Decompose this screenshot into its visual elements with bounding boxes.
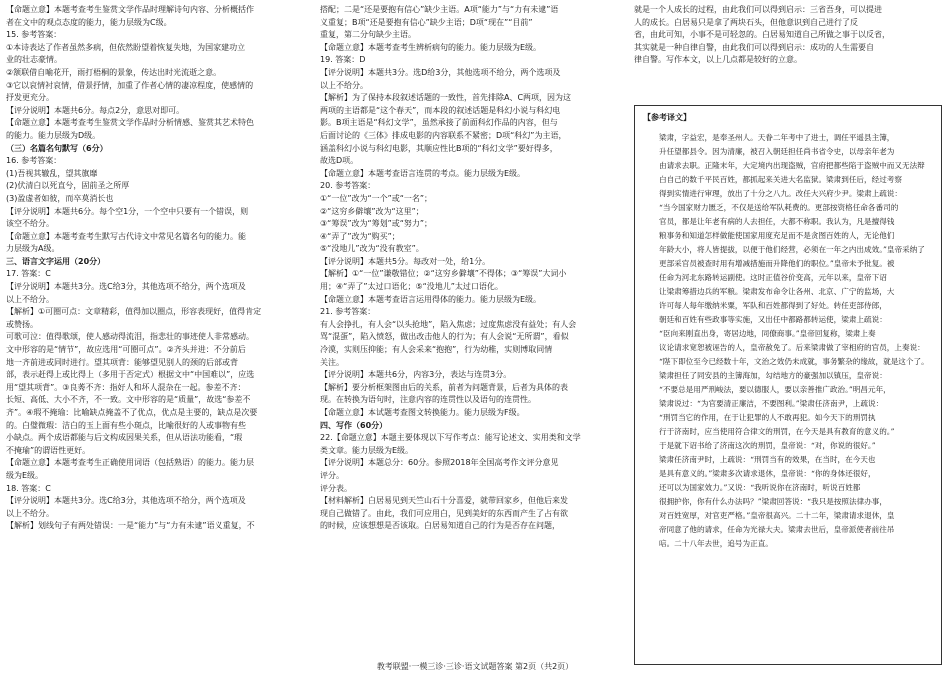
text-line: 就是一个人成长的过程，由此我们可以得到启示：三省吾身，可以提进 (634, 5, 882, 14)
text-line: 【评分说明】本题共3分。选D给3分，其他选项不给分，两个选项及 (320, 67, 561, 77)
text-line: 评分表。 (320, 483, 352, 493)
text-line: 故选D项。 (320, 156, 359, 166)
text-line: 【命题立意】本题考查语言连贯的考点。能力层级为E级。 (320, 168, 526, 178)
essay-intent-continuation (634, 4, 942, 67)
text-line: ⑤“没地儿”改为“没有教室”。 (320, 244, 424, 254)
text-line: 【解析】①可圈可点：文章精彩，值得加以圈点，形容表现好，值得肯定 (6, 307, 262, 317)
text-line: 升任望都县令。因为清廉，被召入朝廷担任尚书省令史，以母亲年老为 (659, 146, 895, 156)
text-line: 行于济南时，应当使用符合律文的刑罚，在今天是具有教育的意义的。” (659, 426, 895, 436)
text-line: 重复，第二分句缺少主语。 (320, 30, 416, 40)
text-line: 【评分说明】本题共3分。选C给3分，其他选项不给分，两个选项及 (6, 282, 246, 292)
text-line: 力层级为A级。 (6, 244, 60, 254)
text-line: 或赞扬。 (6, 319, 38, 329)
text-line: 是具有意义的。”梁肃多次请求退休，皇帝说：“你的身体还很好， (659, 468, 876, 478)
text-line: 梁肃任济南尹时，上疏说：“刑罚当有的效果，在当时，在今天也 (659, 454, 876, 464)
text-line: 于是就下诏书给了济南这次的刑罚，皇帝说：“对，你说的很好。” (659, 440, 876, 450)
text-line: (1)吾视其辙乱，望其旗靡 (6, 168, 98, 178)
text-line: 涵盖科幻小说与科幻电影，其顺应性比B项的“科幻文学”要好得多， (320, 143, 558, 153)
text-line: 义重复；B项“还是要抱有信心”缺少主语；D项“现在”“目前” (320, 17, 533, 27)
text-line: 还可以为国家效力。”又说：“我听说你在济南时，听说百姓都 (659, 482, 861, 492)
text-line: 现。在转换为语句时，注意内容的连贯性以及语句的连贯性。 (320, 395, 536, 405)
reference-translation-title: 【参考译文】 (643, 112, 691, 122)
text-line: 唁。二十八年去世，追号为正直。 (659, 538, 773, 548)
text-line: (2)伏清白以死直兮，固前圣之所厚 (6, 181, 130, 191)
text-line: 【评分说明】本题共3分。选C给3分，其他选项不给分，两个选项及 (6, 496, 246, 506)
text-line: 梁肃担任了同安县的主簿海加，勾结地方的豪强加以镇压，皇帝说： (659, 370, 887, 380)
column-left (6, 4, 304, 533)
text-line: 20. 参考答案： (320, 181, 376, 191)
text-line: 业的壮志豪情。 (6, 55, 62, 65)
text-line: “不要总是用严刑峻法，要以德服人，要以亲善推广政治。”明昌元年， (659, 384, 891, 394)
column-middle (320, 4, 618, 533)
text-line: 影。B项主语是“科幻文学”，虽然承接了前面科幻作品的内容，但与 (320, 118, 558, 128)
text-line: 22.【命题立意】本题主要体现以下写作考点：能写论述文、实用类和文学 (320, 433, 581, 443)
text-line: 更部采官员被查时用有增减措施而升降他们的职位。”皇帝未予批复。被 (659, 258, 895, 268)
text-line: ④“弄了”改为“购买”； (320, 231, 400, 241)
text-line: 【评分说明】本题共6分。每点2分，意思对即可。 (6, 105, 185, 115)
text-line: ①“一位”改为“一个”或“一名”； (320, 193, 433, 203)
text-line: 朝廷和百姓有些政事等实施，又出任中都路都转运使，梁肃上疏说： (659, 314, 887, 324)
text-line: 帝同意了他的请求，任命为光禄大夫。梁肃去世后，皇帝派使者前往吊 (659, 524, 895, 534)
text-line: 由请求去职。正隆末年，大定境内出现盗贼，官府把都些陷于盗贼中而又无法辩 (659, 160, 925, 170)
text-line: 类文章。能力层级为E级。 (320, 445, 414, 455)
text-line: 人的成长。白居易只是拿了两块石头，但他意识到自己进行了反 (634, 17, 858, 27)
text-line: 齐”。④瑕不掩瑜：比喻缺点掩盖不了优点，优点是主要的，缺点是次要 (6, 408, 258, 417)
text-line: 【解析】①“一位”谦敬错位；②“这穷乡僻壤”不得体；③“筹误”大词小 (320, 269, 567, 279)
text-line: “臣向来刚直出身，寄居边地，同僚商事。”皇帝回复称，梁肃上奏 (659, 328, 876, 338)
text-line: 的能力。能力层级为D级。 (6, 130, 101, 140)
text-line: 16. 参考答案： (6, 156, 62, 166)
text-line: 17. 答案：C (6, 269, 51, 279)
text-line: “当今国家财力匮乏，不仅是送给军队耗费的。更部按资格任命各番司的 (659, 202, 899, 212)
text-line: 15. 参考答案： (6, 30, 62, 40)
text-line: 【评分说明】本题总分：60分。参照2018年全国高考作文评分意见 (320, 458, 559, 468)
text-line: 【命题立意】本题考查考生鉴赏文学作品时分析情感、鉴赏其艺术特色 (6, 118, 254, 128)
text-line: 18. 答案：C (6, 483, 51, 493)
text-line: 官员，都是让年老有病的人去担任，大都不称职。我认为，凡是擅得钱 (659, 216, 895, 226)
text-line: 级为E级。 (6, 470, 44, 480)
text-line: 四、写作（60分） (320, 420, 388, 430)
text-line: 【命题立意】本题考查考生辨析病句的能力。能力层级为E级。 (320, 42, 542, 52)
text-line: 【命题立意】本题考查语言运用得体的能力。能力层级为E级。 (320, 294, 542, 304)
text-line: 部，表示赶得上或比得上（多用于否定式）根据文中“中国难以”，应选 (6, 370, 255, 380)
text-line: 让梁肃筹措边兵的军粮。梁肃发布命令让各州、北京、广宁的监场，大 (659, 286, 895, 296)
text-line: 粮事务和知道怎样做能使国家用度充足而不是贪图百姓的人，无论他们 (659, 230, 895, 240)
text-line: 的。白璧微瑕：洁白的玉上面有些小斑点，比喻很好的人或事物有些 (6, 420, 246, 430)
text-line: 关注。 (320, 357, 344, 367)
text-line: 长短、高低、大小不齐，不一致。文中形容的是“质量”，故选“参差不 (6, 395, 251, 405)
text-line: 【解析】划线句子有两处错误：一是“能力”与“力有未逮”语义重复，不 (6, 521, 255, 531)
text-line: 抒发更充分。 (6, 93, 54, 103)
text-line: 评分。 (320, 470, 344, 480)
text-line: 19. 答案：D (320, 55, 366, 65)
text-line: 小缺点。两个成语都能与后文构成因果关系，但从语法功能看，“瑕 (6, 433, 243, 443)
text-line: 议论请求宽恕被诬告的人，皇帝赦免了。后来梁肃做了宰相府的官员，上奏说： (659, 342, 925, 352)
text-line: 文中形容的是“情节”，故应选用“可圈可点”。②齐头并进：不分前后 (6, 345, 246, 355)
text-line: 年龄大小，将人皆提拔，以便于他们经营，必须在一年之内出成效。”皇帝采纳了 (659, 244, 925, 254)
text-line: 搭配；二是“还是要抱有信心”缺少主语。A项“能力”与“力有未逮”语 (320, 5, 559, 14)
text-line: 【评分说明】本题共5分。每改对一处，给1分。 (320, 256, 491, 266)
text-line: 梁肃，字益宏，是奉圣州人。天眷二年考中了进士，调任平遥县主簿， (659, 132, 895, 142)
text-line: 不掩瑜”的谓语性更好。 (6, 445, 91, 455)
text-line: 以上不给分。 (6, 294, 54, 304)
text-line: ①本诗表达了作者虽然多病，但依然盼望着恢复失地，为国家建功立 (6, 42, 246, 52)
text-line: ②“这穷乡僻壤”改为“这里”； (320, 206, 424, 216)
text-line: 的时候，应该想想是否该取。白居易知道自己的行为是否存在问题， (320, 521, 560, 531)
text-line: 省，由此可知，小事不是可轻忽的。白居易知道自己所做之事于以反省， (634, 30, 890, 40)
text-line: 白自己的数千平民百姓，都抓起来关进大名监狱。梁肃到任后，经过考察 (659, 174, 902, 184)
page-footer: 教考联盟·一模三诊·三诊·语文试题答案 第2页（共2页） (376, 662, 574, 671)
text-line: 律自警。写作本文，以上几点都是较好的立意。 (634, 55, 802, 65)
text-line: 者在文中的观点态度的能力，能力层级为C级。 (6, 17, 172, 27)
text-line: 21. 参考答案： (320, 307, 376, 317)
text-line: “陛下即位至今已经数十年，文治之效仍未成就，事务繁杂的缘故，就是这个了。 (659, 356, 929, 366)
text-line: 对百姓宽厚，对官吏严格。”皇帝很高兴。二十二年，梁肃请求退休，皇 (659, 510, 895, 520)
text-line: 【评分说明】本题共6分。每个空1分，一个空中只要有一个错误，则 (6, 206, 249, 216)
text-line: 【命题立意】本题考查考生鉴赏文学作品时理解诗句内容、分析概括作 (6, 5, 254, 14)
text-line: 地一齐前进或同时进行。望其项背：能够望见别人的颈的后部或背 (6, 357, 238, 367)
text-line: 该空不给分。 (6, 219, 54, 229)
text-line: 后面讨论的《三体》排成电影的内容联系不紧密；D项“科幻”为主语， (320, 130, 567, 140)
text-line: 【解析】要分析框架图由后的关系，前者为问题背景，后者为具体的表 (320, 382, 568, 392)
text-line: 用；④“弄了”太过口语化；⑤“没地儿”太过口语化。 (320, 282, 503, 292)
text-line: “刑罚当它的作用，在于让犯罪的人不敢再犯。如今天下的刑罚执 (659, 412, 876, 422)
text-line: 许可每人每年缴纳米粟，军队和百姓都得到了好处。转任吏部侍郎， (659, 300, 887, 310)
text-line: 其实就是一种自律自警，由此我们可以得到启示：成功的人生需要自 (634, 42, 874, 52)
text-line: 【命题立意】本题考查考生默写古代诗文中常见名篇名句的能力。能 (6, 231, 246, 241)
text-line: 【材料解析】白居易见到天竺山石十分喜爱，就带回家乡，但他后来发 (320, 496, 568, 506)
text-line: ②颔联借自喻花开，雨打梧桐的景象，传达出时光流逝之意。 (6, 67, 222, 77)
text-line: 冷漠，实则压抑能；有人会采来“抱抱”，行为幼稚，实则博取同情 (320, 345, 553, 355)
column-right (634, 4, 942, 665)
text-line: 骂“混蛋”，陷入愤怒，做出改击他人的行为；有人会说“无所谓”，看似 (320, 332, 569, 342)
text-line: 三、语言文字运用（20分） (6, 256, 106, 266)
text-line: ③它以哀情衬哀情，借景抒情，加重了作者心情的凄凉程度，使感情的 (6, 80, 254, 90)
text-line: 两项的主语都是“这个春天”，而本段的叙述话题是科幻小说与科幻电 (320, 105, 561, 115)
text-line: 梁肃说过：“为官要清正廉洁，不要图利。”梁肃任济南尹，上疏说： (659, 398, 884, 408)
text-line: 得到实情进行审理，放出了十分之八九。改任大兴府少尹。梁肃上疏说： (659, 188, 902, 198)
text-line: 任命为河北东路转运副使。这时正值谷价变高，元年以来，皇帝下诏 (659, 272, 887, 282)
text-line: ③“筹误”改为“筹划”或“努力”； (320, 219, 433, 229)
text-line: 用“望其项背”。③良莠不齐：指好人和坏人混杂在一起。参差不齐： (6, 382, 246, 392)
text-line: 以上不给分。 (320, 80, 368, 90)
text-line: 很拥护你，你有什么办法吗？”梁肃回答说：“我只是按照法律办事， (659, 496, 887, 506)
text-line: 可歌可泣：值得歌颂，使人感动得流泪，指悲壮的事迹使人非常感动。 (6, 332, 254, 342)
reference-translation-box (634, 105, 942, 665)
text-line: 【解析】为了保持本段叙述话题的一致性，首先排除A、C两项，因为这 (320, 93, 572, 103)
text-line: 有人会挣扎，有人会“以头抢地”，陷入焦虑；过度焦虑没有益处；有人会 (320, 319, 577, 329)
text-line: 【命题立意】本试题考查图文转换能力。能力层级为F级。 (320, 408, 525, 417)
text-line: 现自己做错了。由此，我们可应用白，见到美好的东西而产生了占有欲 (320, 508, 568, 518)
text-line: 【命题立意】本题考查考生正确使用词语（包括熟语）的能力。能力层 (6, 458, 254, 468)
reference-translation-text (643, 131, 933, 551)
text-line: （三）名篇名句默写（6分） (6, 143, 108, 153)
text-line: (3)盈虚者如彼，而卒莫消长也 (6, 193, 114, 203)
text-line: 以上不给分。 (6, 508, 54, 518)
text-line: 【评分说明】本题共6分，内容3分，表达与连贯3分。 (320, 370, 512, 380)
